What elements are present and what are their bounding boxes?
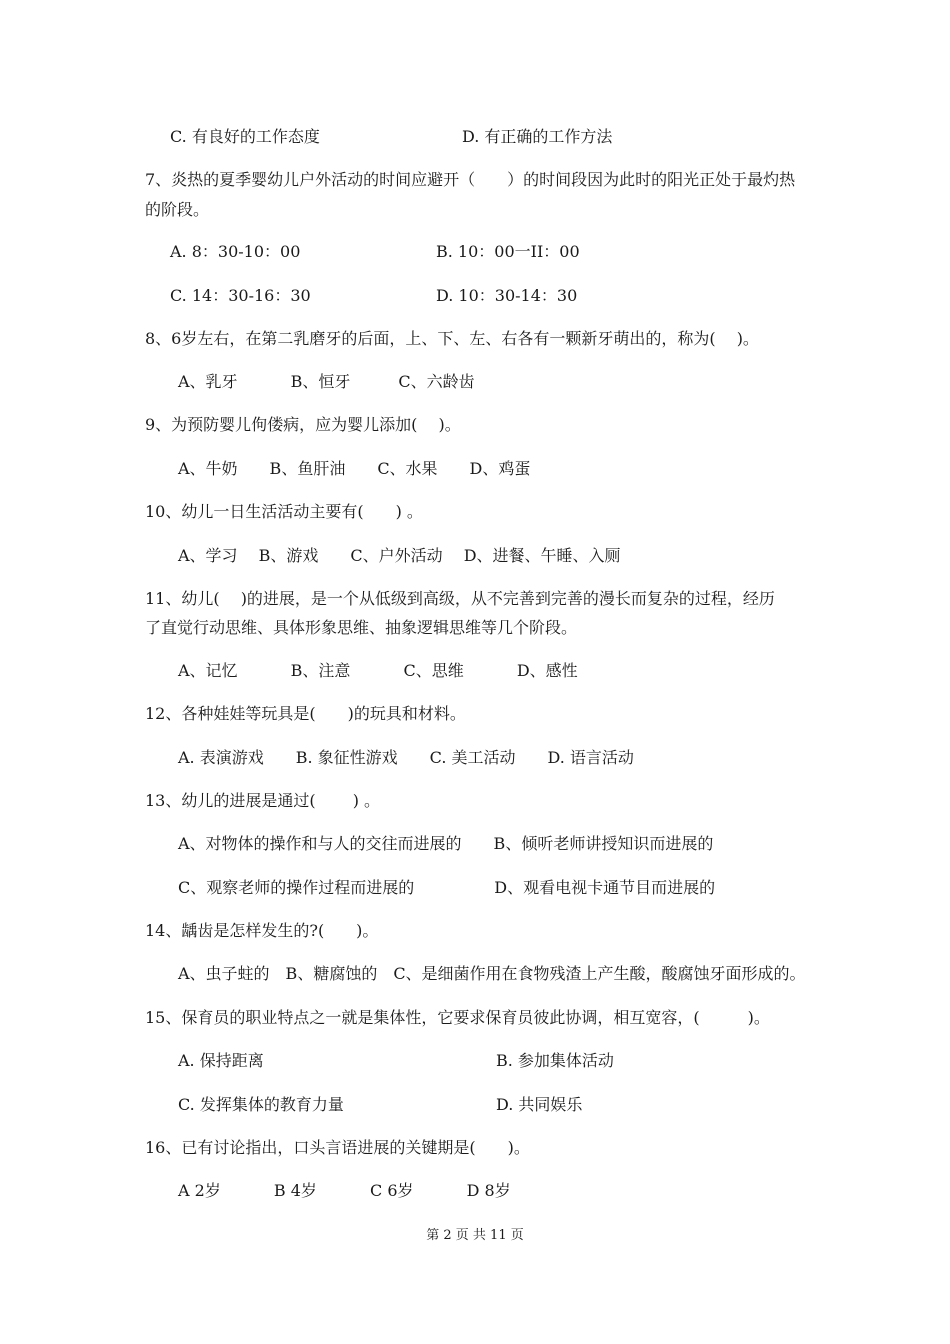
question-11: 11、幼儿( )的进展，是一个从低级到高级，从不完善到完善的漫长而复杂的过程，经历 — [145, 589, 775, 608]
question-9: 9、为预防婴儿佝偻病，应为婴儿添加( )。 — [145, 415, 461, 434]
question-8: 8、6岁左右，在第二乳磨牙的后面，上、下、左、右各有一颗新牙萌出的，称为( )。 — [145, 329, 759, 348]
q7-option-b: B. 10：00一II：00 — [436, 242, 580, 261]
question-14: 14、龋齿是怎样发生的?( )。 — [145, 921, 379, 940]
q14-options: A、虫子蛀的 B、糖腐蚀的 C、是细菌作用在食物残渣上产生酸，酸腐蚀牙面形成的。 — [178, 964, 806, 983]
q13-options-row-1: A、对物体的操作和与人的交往而进展的 B、倾听老师讲授知识而进展的 — [178, 834, 714, 853]
page-number-footer: 第 2 页 共 11 页 — [426, 1228, 524, 1243]
question-10: 10、幼儿一日生活活动主要有( ) 。 — [145, 502, 423, 521]
question-11-continued: 了直觉行动思维、具体形象思维、抽象逻辑思维等几个阶段。 — [145, 618, 578, 637]
q13-options-row-2: C、观察老师的操作过程而进展的 D、观看电视卡通节目而进展的 — [178, 878, 716, 897]
question-15: 15、保育员的职业特点之一就是集体性，它要求保育员彼此协调，相互宽容，( )。 — [145, 1008, 770, 1027]
q10-options: A、学习 B、游戏 C、户外活动 D、进餐、午睡、入厕 — [178, 546, 621, 565]
q16-options: A 2岁 B 4岁 C 6岁 D 8岁 — [178, 1181, 511, 1200]
q11-options: A、记忆 B、注意 C、思维 D、感性 — [178, 661, 578, 680]
question-12: 12、各种娃娃等玩具是( )的玩具和材料。 — [145, 704, 466, 723]
q15-option-a: A. 保持距离 — [178, 1051, 264, 1070]
q15-option-b: B. 参加集体活动 — [496, 1051, 614, 1070]
q15-option-d: D. 共同娱乐 — [496, 1095, 583, 1114]
q7-option-d: D. 10：30-14：30 — [436, 286, 578, 305]
q8-options: A、乳牙 B、恒牙 C、六龄齿 — [178, 372, 475, 391]
q12-options: A. 表演游戏 B. 象征性游戏 C. 美工活动 D. 语言活动 — [178, 748, 634, 767]
q6-option-d: D. 有正确的工作方法 — [462, 127, 613, 146]
question-13: 13、幼儿的进展是通过( ) 。 — [145, 791, 381, 810]
q9-options: A、牛奶 B、鱼肝油 C、水果 D、鸡蛋 — [178, 459, 531, 478]
question-16: 16、已有讨论指出，口头言语进展的关键期是( )。 — [145, 1138, 530, 1157]
q6-option-c: C. 有良好的工作态度 — [170, 127, 320, 146]
q7-option-a: A. 8：30-10：00 — [170, 242, 301, 261]
question-7-continued: 的阶段。 — [145, 200, 210, 219]
q15-option-c: C. 发挥集体的教育力量 — [178, 1095, 344, 1114]
q7-option-c: C. 14：30-16：30 — [170, 286, 311, 305]
question-7: 7、炎热的夏季婴幼儿户外活动的时间应避开（ ）的时间段因为此时的阳光正处于最灼热 — [145, 170, 796, 189]
